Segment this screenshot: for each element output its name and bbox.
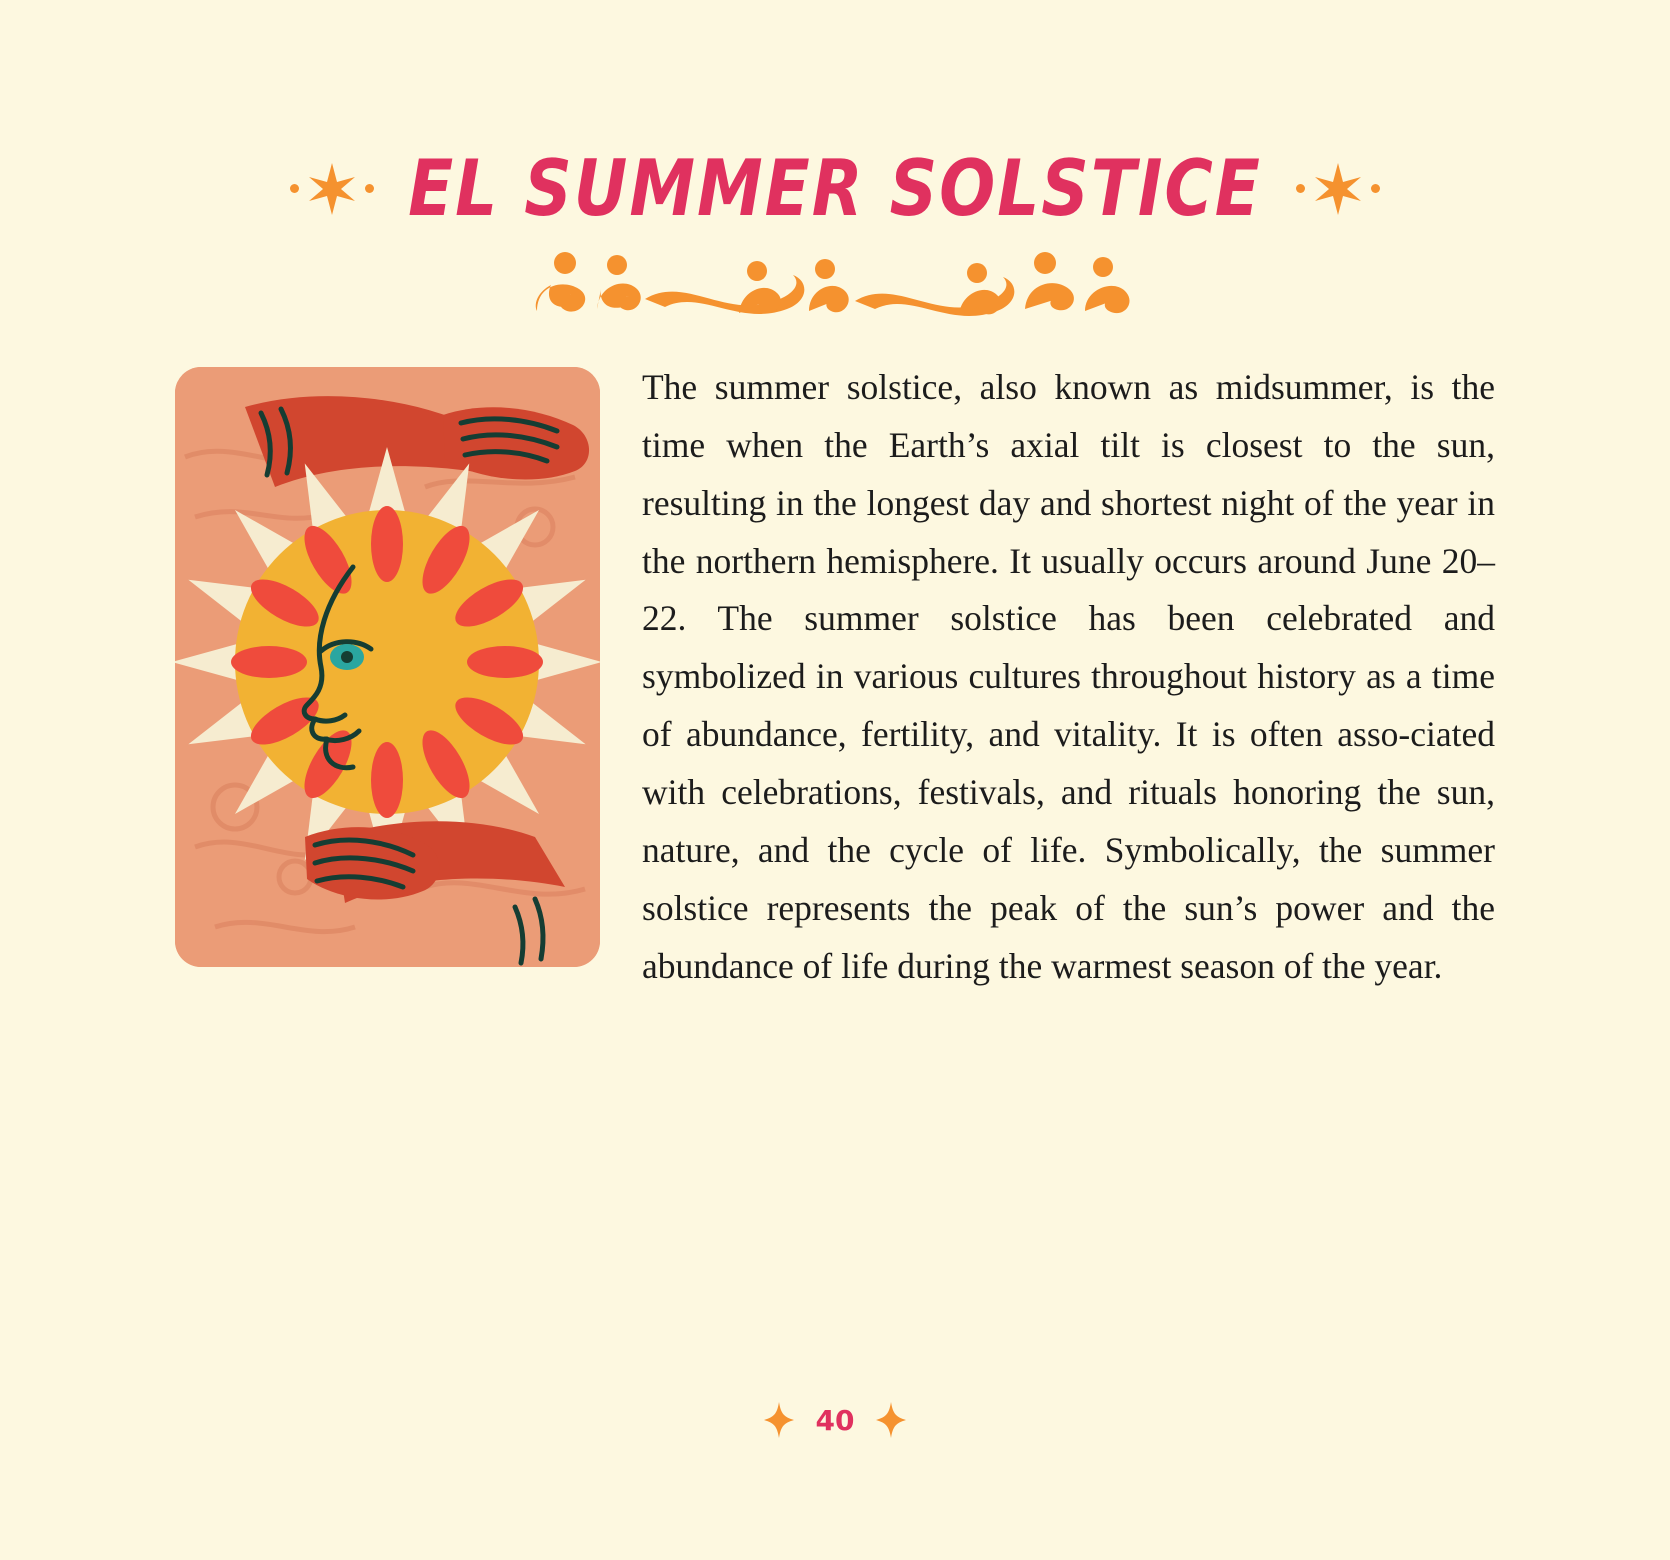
page-footer [0,1402,1670,1438]
four-point-sparkle-icon [876,1402,906,1438]
decoration-dot [290,184,299,193]
flourish-row [0,249,1670,321]
ornamental-flourish-icon [525,249,1145,321]
four-point-sparkle-icon [764,1402,794,1438]
page-number: 40 [815,1403,855,1437]
decoration-dot [1296,184,1305,193]
sun-face-with-hands-illustration [175,367,600,967]
decoration-dot [365,184,374,193]
content-area [175,359,1495,995]
body-paragraph: The summer solstice, also known as midsummer, is the time when the Earth’s axial tilt is closest to the sun, resulting in the longest day and shortest night of the year in the northern hemisphere. It usually occurs around June 20–22. The summer solstice has been celebrated and symbolized in various cultures throughout history as a time of abundance, fertility, and vitality. It is often asso-ciated with celebrations, festivals, and rituals honoring the sun, nature, and the cycle of life. Symbolically, the summer solstice represents the peak of the sun’s power and the abundance of life during the warmest season of the year. [642,367,1495,986]
illustration-artwork [175,367,600,967]
page-title: EL SUMMER SOLSTICE [408,143,1262,234]
right-decoration [1296,163,1380,215]
sparkle-star-icon [1315,163,1361,215]
title-row [0,0,1670,234]
sparkle-star-icon [309,163,355,215]
left-decoration [290,163,374,215]
decoration-dot [1371,184,1380,193]
